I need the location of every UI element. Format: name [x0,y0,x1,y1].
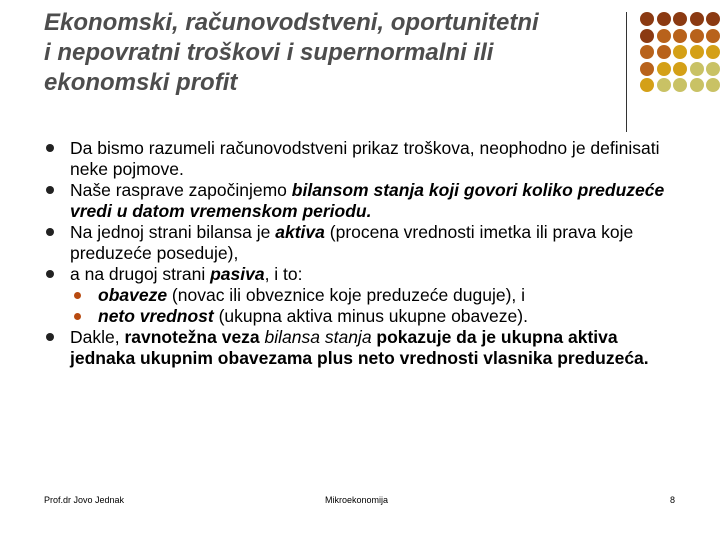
title-line-2: i nepovratni troškovi i supernormalni ili [44,39,494,66]
bullet-icon [46,144,54,152]
decorative-dot [657,12,671,26]
decorative-dot [690,62,704,76]
bullet-text: a na drugoj strani [70,264,211,284]
title-line-1: Ekonomski, računovodstveni, oportunitetni [44,9,539,36]
bullet-item [44,180,684,222]
bullet-text: (procena vrednosti imetka ili prava koje preduzeće poseduje), [70,222,634,263]
decorative-dot [706,29,720,43]
decorative-dot [673,45,687,59]
bullet-text: (ukupna aktiva minus ukupne obaveze). [213,306,528,326]
decorative-dot [640,12,654,26]
slide-body [44,138,684,369]
footer-page-number: 8 [670,495,676,505]
bullet-emphasis: pokazuje da je ukupna aktiva jednaka ukupnim obavezama plus neto vrednosti vlasnika preduzeća. [70,327,649,368]
bullet-icon [46,186,54,194]
decorative-dot [673,12,687,26]
decorative-dot [690,29,704,43]
bullet-emphasis: bilansom stanja koji govori koliko preduzeće vredi u datom vremenskom periodu. [70,180,665,221]
title-divider [626,12,627,132]
decorative-dot [690,78,704,92]
bullet-item [44,222,684,264]
decorative-dot [657,78,671,92]
decorative-dot [657,62,671,76]
decorative-dot [706,78,720,92]
bullet-text: Dakle, [70,327,125,347]
decorative-dot [640,45,654,59]
decorative-dot [690,45,704,59]
decorative-dot [673,62,687,76]
decorative-dot [706,45,720,59]
decorative-dot [640,78,654,92]
decorative-dot [706,62,720,76]
decorative-dot [673,29,687,43]
term-pasiva: pasiva [210,264,265,284]
bullet-icon [46,228,54,236]
footer-author: Prof.dr Jovo Jednak [44,495,125,505]
sub-bullet-icon [74,313,81,320]
bullet-icon [46,270,54,278]
sub-bullet-item [44,306,684,327]
bullet-text: (novac ili obveznice koje preduzeće duguje), i [167,285,526,305]
footer-subject: Mikroekonomija [325,495,389,505]
sub-bullet-item [44,285,684,306]
bullet-text: , i to: [264,264,303,284]
decorative-dot [640,29,654,43]
bullet-text: Da bismo razumeli računovodstveni prikaz troškova, neophodno je definisati neke pojmove. [70,138,660,179]
bullet-icon [46,333,54,341]
bullet-item [44,327,684,369]
slide-title [44,8,624,98]
decorative-dot [640,62,654,76]
bullet-item [44,138,684,180]
decorative-dot [657,29,671,43]
term-aktiva: aktiva [275,222,325,242]
bullet-item [44,264,684,285]
term-neto-vrednost: neto vrednost [98,306,214,326]
bullet-list [44,138,684,369]
decorative-dot [690,12,704,26]
title-line-3: ekonomski profit [44,69,238,96]
term-obaveze: obaveze [98,285,168,305]
bullet-text: Naše rasprave započinjemo [70,180,292,200]
bullet-text: Na jednoj strani bilansa je [70,222,276,242]
bullet-emphasis: ravnotežna veza [124,327,265,347]
decorative-dot [657,45,671,59]
decorative-dot [706,12,720,26]
term-bilans-stanja: bilansa stanja [264,327,372,347]
decorative-dot [673,78,687,92]
sub-bullet-icon [74,292,81,299]
